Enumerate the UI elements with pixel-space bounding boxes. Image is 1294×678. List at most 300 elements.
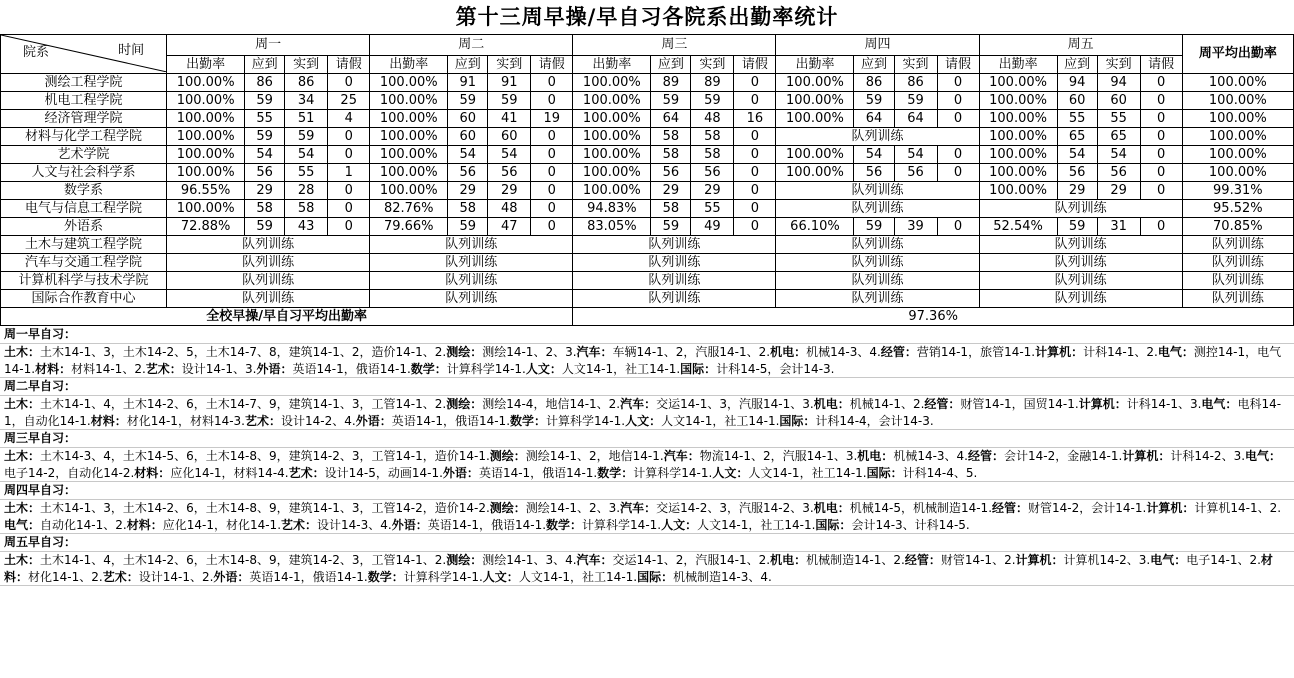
column-header: 出勤率 [573, 56, 651, 74]
class-list: 设计14-5，动画14-1. [324, 465, 443, 480]
training-cell: 队列训练 [979, 290, 1182, 308]
attendance-rate: 100.00% [167, 164, 245, 182]
dept-abbrev: 经管： [924, 397, 961, 411]
expected-count: 86 [854, 74, 894, 92]
leave-count: 0 [328, 182, 370, 200]
table-row [1, 146, 1294, 164]
class-list: 计科14-1、2. [1083, 345, 1158, 359]
expected-count: 94 [1057, 74, 1097, 92]
class-list: 会计14-2，金融14-1. [1004, 449, 1123, 463]
class-list: 应化14-1，材化14-1. [162, 517, 282, 532]
attendance-rate: 100.00% [370, 110, 448, 128]
leave-count: 0 [734, 164, 776, 182]
dept-abbrev: 人文： [712, 465, 749, 480]
column-header: 应到 [1057, 56, 1097, 74]
dept-name: 电气与信息工程学院 [1, 200, 167, 218]
class-list: 机械14-3、4. [806, 345, 881, 359]
leave-count: 0 [328, 200, 370, 218]
class-list: 土木14-1、4，土木14-2、6，土木14-7、9，建筑14-1、3，工管14-1、2. [40, 397, 447, 411]
expected-count: 59 [651, 218, 691, 236]
attendance-rate: 100.00% [167, 146, 245, 164]
class-list: 机械制造14-3、4. [673, 569, 772, 584]
training-cell: 队列训练 [573, 254, 776, 272]
actual-count: 60 [1097, 92, 1140, 110]
attendance-rate: 100.00% [573, 128, 651, 146]
note-body [0, 344, 1294, 378]
dept-abbrev: 外语： [213, 569, 250, 584]
expected-count: 29 [245, 182, 285, 200]
table-body [1, 74, 1294, 326]
attendance-rate: 100.00% [370, 146, 448, 164]
dept-abbrev: 测绘： [446, 553, 483, 567]
expected-count: 58 [448, 200, 488, 218]
dept-abbrev: 经管： [992, 501, 1029, 515]
training-cell: 队列训练 [167, 236, 370, 254]
actual-count: 31 [1097, 218, 1140, 236]
dept-abbrev: 国际： [779, 413, 816, 428]
expected-count: 56 [651, 164, 691, 182]
class-list: 交运14-1、2，汽服14-1、2. [612, 553, 771, 567]
weekly-average: 100.00% [1182, 146, 1293, 164]
leave-count: 19 [531, 110, 573, 128]
attendance-rate: 100.00% [573, 92, 651, 110]
expected-count: 29 [1057, 182, 1097, 200]
training-cell: 队列训练 [573, 290, 776, 308]
attendance-rate: 100.00% [370, 164, 448, 182]
leave-count: 0 [937, 110, 979, 128]
expected-count: 29 [651, 182, 691, 200]
dept-name: 土木与建筑工程学院 [1, 236, 167, 254]
table-row [1, 200, 1294, 218]
class-list: 英语14-1，俄语14-1. [427, 517, 547, 532]
column-header: 应到 [854, 56, 894, 74]
leave-count: 0 [531, 128, 573, 146]
expected-count: 64 [854, 110, 894, 128]
actual-count: 56 [894, 164, 937, 182]
expected-count: 58 [651, 200, 691, 218]
leave-count: 0 [1140, 128, 1182, 146]
dept-abbrev: 人文： [482, 569, 519, 584]
expected-count: 59 [245, 128, 285, 146]
expected-count: 59 [651, 92, 691, 110]
leave-count: 0 [734, 74, 776, 92]
dept-abbrev: 外语： [442, 465, 479, 480]
leave-count: 0 [734, 128, 776, 146]
attendance-rate: 100.00% [167, 128, 245, 146]
dept-abbrev: 土木： [4, 397, 41, 411]
leave-count: 0 [1140, 182, 1182, 200]
dept-name: 机电工程学院 [1, 92, 167, 110]
table-row [1, 272, 1294, 290]
actual-count: 59 [285, 128, 328, 146]
actual-count: 29 [488, 182, 531, 200]
training-cell: 队列训练 [167, 272, 370, 290]
table-row [1, 254, 1294, 272]
class-list: 机械14-1、2. [849, 397, 925, 411]
class-list: 设计14-2、4. [281, 413, 356, 428]
dept-abbrev: 测绘： [489, 501, 526, 515]
actual-count: 86 [285, 74, 328, 92]
actual-count: 56 [1097, 164, 1140, 182]
attendance-rate: 100.00% [979, 110, 1057, 128]
column-header: 实到 [894, 56, 937, 74]
weekly-average: 队列训练 [1182, 236, 1293, 254]
summary-row [1, 308, 1294, 326]
dept-abbrev: 土木： [4, 501, 41, 515]
table-row [1, 218, 1294, 236]
dept-abbrev: 电气： [1245, 449, 1282, 463]
class-list: 计科14-4、5. [902, 465, 978, 480]
actual-count: 91 [488, 74, 531, 92]
actual-count: 48 [691, 110, 734, 128]
weekly-average: 队列训练 [1182, 272, 1293, 290]
note-body [0, 552, 1294, 586]
dept-abbrev: 艺术： [102, 569, 139, 584]
dept-abbrev: 计算机： [1015, 553, 1064, 567]
class-list: 英语14-1，俄语14-1. [292, 361, 411, 376]
dept-name: 数学系 [1, 182, 167, 200]
expected-count: 56 [448, 164, 488, 182]
expected-count: 54 [448, 146, 488, 164]
dept-abbrev: 计算机： [1122, 449, 1171, 463]
attendance-rate: 100.00% [979, 182, 1057, 200]
expected-count: 60 [448, 110, 488, 128]
training-cell: 队列训练 [370, 272, 573, 290]
note-body [0, 448, 1294, 482]
expected-count: 65 [1057, 128, 1097, 146]
class-list: 计算科学14-1. [403, 569, 483, 584]
actual-count: 60 [488, 128, 531, 146]
class-list: 计科14-1、3. [1126, 397, 1202, 411]
column-header: 实到 [488, 56, 531, 74]
dept-abbrev: 土木： [4, 553, 41, 567]
leave-count: 0 [937, 92, 979, 110]
dept-abbrev: 国际： [866, 465, 903, 480]
training-cell: 队列训练 [167, 290, 370, 308]
actual-count: 54 [488, 146, 531, 164]
attendance-rate: 100.00% [573, 74, 651, 92]
dept-abbrev: 人文： [625, 413, 662, 428]
class-list: 人文14-1，社工14-1. [748, 465, 867, 480]
attendance-rate: 100.00% [573, 164, 651, 182]
dept-name: 国际合作教育中心 [1, 290, 167, 308]
class-list: 材化14-1，材料14-3. [126, 413, 245, 428]
actual-count: 41 [488, 110, 531, 128]
attendance-rate: 100.00% [370, 92, 448, 110]
training-cell: 队列训练 [776, 272, 979, 290]
expected-count: 91 [448, 74, 488, 92]
class-list: 人文14-1，社工14-1. [561, 361, 681, 376]
actual-count: 64 [894, 110, 937, 128]
dept-abbrev: 计算机： [1078, 397, 1127, 411]
actual-count: 59 [894, 92, 937, 110]
dept-abbrev: 经管： [880, 345, 917, 359]
leave-count: 0 [531, 146, 573, 164]
attendance-rate: 100.00% [776, 74, 854, 92]
actual-count: 56 [488, 164, 531, 182]
class-list: 测绘14-1、2、3. [482, 345, 577, 359]
class-list: 测绘14-4，地信14-1、2. [482, 397, 621, 411]
attendance-rate: 100.00% [573, 146, 651, 164]
dept-abbrev: 土木： [4, 345, 41, 359]
attendance-rate: 100.00% [167, 92, 245, 110]
class-list: 设计14-1、3. [181, 361, 257, 376]
expected-count: 59 [448, 92, 488, 110]
actual-count: 55 [691, 200, 734, 218]
dept-abbrev: 电气： [1150, 553, 1187, 567]
actual-count: 51 [285, 110, 328, 128]
expected-count: 58 [245, 200, 285, 218]
class-list: 计算科学14-1. [546, 413, 626, 428]
leave-count: 0 [734, 200, 776, 218]
attendance-rate: 100.00% [776, 92, 854, 110]
leave-count: 0 [328, 74, 370, 92]
class-list: 测绘14-1、3、4. [482, 553, 577, 567]
attendance-rate: 83.05% [573, 218, 651, 236]
attendance-rate: 72.88% [167, 218, 245, 236]
class-list: 测绘14-1、2，地信14-1. [525, 449, 664, 463]
class-list: 计算科学14-1. [633, 465, 713, 480]
dept-name: 艺术学院 [1, 146, 167, 164]
attendance-rate: 100.00% [370, 74, 448, 92]
note-heading: 周二早自习： [0, 378, 1294, 396]
dept-abbrev: 汽车： [576, 553, 613, 567]
class-list: 材化14-1、2. [28, 569, 103, 584]
dept-abbrev: 电气： [4, 517, 41, 532]
class-list: 测控14-1，电气14-1. [4, 345, 1282, 376]
attendance-rate: 100.00% [167, 200, 245, 218]
training-cell: 队列训练 [776, 254, 979, 272]
leave-count: 0 [1140, 218, 1182, 236]
dept-abbrev: 机电： [770, 553, 807, 567]
class-list: 会计14-3、计科14-5. [851, 517, 970, 532]
note-heading: 周三早自习： [0, 430, 1294, 448]
actual-count: 39 [894, 218, 937, 236]
expected-count: 56 [854, 164, 894, 182]
weekly-average: 99.31% [1182, 182, 1293, 200]
attendance-rate: 100.00% [979, 164, 1057, 182]
page-title: 第十三周早操/早自习各院系出勤率统计 [455, 4, 839, 29]
dept-abbrev: 电气： [1157, 345, 1194, 359]
dept-name: 计算机科学与技术学院 [1, 272, 167, 290]
dept-abbrev: 机电： [813, 501, 850, 515]
attendance-rate: 100.00% [573, 110, 651, 128]
leave-count: 0 [1140, 74, 1182, 92]
attendance-rate: 52.54% [979, 218, 1057, 236]
attendance-rate: 66.10% [776, 218, 854, 236]
expected-count: 29 [448, 182, 488, 200]
dept-abbrev: 经管： [904, 553, 941, 567]
dept-abbrev: 测绘： [446, 397, 483, 411]
attendance-rate: 100.00% [979, 128, 1057, 146]
dept-abbrev: 人文： [661, 517, 698, 532]
dept-name: 测绘工程学院 [1, 74, 167, 92]
class-list: 机械制造14-1、2. [806, 553, 905, 567]
expected-count: 54 [1057, 146, 1097, 164]
training-cell: 队列训练 [776, 290, 979, 308]
leave-count: 0 [531, 164, 573, 182]
dept-abbrev: 汽车： [663, 449, 700, 463]
actual-count: 29 [691, 182, 734, 200]
column-header: 实到 [285, 56, 328, 74]
class-list: 英语14-1，俄语14-1. [478, 465, 598, 480]
training-cell: 队列训练 [573, 272, 776, 290]
attendance-rate: 82.76% [370, 200, 448, 218]
column-header: 请假 [531, 56, 573, 74]
self-study-notes [0, 326, 1294, 586]
class-list: 计算科学14-1. [582, 517, 662, 532]
training-cell: 队列训练 [370, 254, 573, 272]
expected-count: 56 [1057, 164, 1097, 182]
weekly-average: 队列训练 [1182, 254, 1293, 272]
actual-count: 65 [1097, 128, 1140, 146]
note-heading: 周四早自习： [0, 482, 1294, 500]
dept-abbrev: 计算机： [1146, 501, 1195, 515]
dept-abbrev: 数学： [510, 413, 547, 428]
attendance-rate: 79.66% [370, 218, 448, 236]
class-list: 材料14-1、2. [71, 361, 146, 376]
actual-count: 43 [285, 218, 328, 236]
actual-count: 56 [691, 164, 734, 182]
attendance-table [0, 34, 1294, 326]
class-list: 应化14-1，材料14-4. [170, 465, 289, 480]
dept-abbrev: 数学： [597, 465, 634, 480]
dept-abbrev: 数学： [367, 569, 404, 584]
expected-count: 59 [245, 218, 285, 236]
attendance-rate: 100.00% [979, 74, 1057, 92]
dept-abbrev: 材料： [134, 465, 171, 480]
expected-count: 58 [651, 146, 691, 164]
weekly-average: 100.00% [1182, 164, 1293, 182]
table-row [1, 182, 1294, 200]
summary-label: 全校早操/早自习平均出勤率 [1, 308, 573, 326]
dept-abbrev: 汽车： [620, 397, 657, 411]
attendance-rate: 100.00% [167, 74, 245, 92]
class-list: 设计14-1、2. [138, 569, 214, 584]
actual-count: 58 [285, 200, 328, 218]
class-list: 交运14-1、3，汽服14-1、3. [656, 397, 814, 411]
dept-abbrev: 艺术： [288, 465, 325, 480]
leave-count: 0 [734, 92, 776, 110]
class-list: 车辆14-1、2，汽服14-1、2. [612, 345, 771, 359]
dept-abbrev: 计算机： [1035, 345, 1084, 359]
leave-count: 25 [328, 92, 370, 110]
class-list: 土木14-3、4，土木14-5、6，土木14-8、9，建筑14-2、3，工管14-1，造价14-1. [40, 449, 490, 463]
dept-abbrev: 汽车： [620, 501, 657, 515]
leave-count: 0 [531, 200, 573, 218]
leave-count: 0 [1140, 110, 1182, 128]
dept-abbrev: 材料： [126, 517, 163, 532]
column-header: 应到 [651, 56, 691, 74]
class-list: 英语14-1，俄语14-1. [391, 413, 511, 428]
weekly-average-header: 周平均出勤率 [1182, 35, 1293, 74]
class-list: 设计14-3、4. [317, 517, 392, 532]
column-header: 出勤率 [370, 56, 448, 74]
dept-abbrev: 材料： [35, 361, 72, 376]
dept-abbrev: 机电： [770, 345, 807, 359]
class-list: 土木14-1、3，土木14-2、6，土木14-8、9，建筑14-1、3，工管14-2，造价14-2. [40, 501, 490, 515]
column-header: 应到 [245, 56, 285, 74]
training-cell: 队列训练 [979, 200, 1182, 218]
table-row [1, 74, 1294, 92]
training-cell: 队列训练 [776, 200, 979, 218]
expected-count: 56 [245, 164, 285, 182]
dept-abbrev: 外语： [391, 517, 428, 532]
column-header: 实到 [1097, 56, 1140, 74]
day-header: 周二 [370, 35, 573, 56]
dept-abbrev: 国际： [637, 569, 674, 584]
expected-count: 55 [1057, 110, 1097, 128]
class-list: 交运14-2、3，汽服14-2、3. [656, 501, 814, 515]
time-header-label: 时间 [118, 43, 145, 58]
actual-count: 28 [285, 182, 328, 200]
weekly-average: 95.52% [1182, 200, 1293, 218]
leave-count: 0 [734, 182, 776, 200]
dept-abbrev: 机电： [813, 397, 850, 411]
training-cell: 队列训练 [370, 290, 573, 308]
leave-count: 0 [328, 218, 370, 236]
actual-count: 54 [894, 146, 937, 164]
class-list: 土木14-1、4，土木14-2、6，土木14-8、9，建筑14-2、3，工管14-1、2. [40, 553, 447, 567]
table-row [1, 92, 1294, 110]
day-header: 周五 [979, 35, 1182, 56]
expected-count: 59 [854, 218, 894, 236]
expected-count: 59 [448, 218, 488, 236]
dept-abbrev: 材料： [4, 553, 1273, 584]
actual-count: 86 [894, 74, 937, 92]
actual-count: 59 [488, 92, 531, 110]
expected-count: 59 [854, 92, 894, 110]
expected-count: 89 [651, 74, 691, 92]
dept-abbrev: 国际： [815, 517, 852, 532]
dept-abbrev: 艺术： [281, 517, 318, 532]
column-header: 请假 [1140, 56, 1182, 74]
leave-count: 0 [937, 74, 979, 92]
actual-count: 47 [488, 218, 531, 236]
dept-abbrev: 经管： [968, 449, 1005, 463]
attendance-rate: 100.00% [776, 110, 854, 128]
column-header: 请假 [734, 56, 776, 74]
dept-abbrev: 测绘： [489, 449, 526, 463]
attendance-rate: 100.00% [370, 128, 448, 146]
attendance-rate: 100.00% [776, 164, 854, 182]
dept-name: 外语系 [1, 218, 167, 236]
leave-count: 0 [937, 146, 979, 164]
leave-count: 0 [531, 218, 573, 236]
column-header: 应到 [448, 56, 488, 74]
header-row-columns [1, 56, 1294, 74]
dept-abbrev: 人文： [525, 361, 562, 376]
note-body [0, 500, 1294, 534]
actual-count: 54 [285, 146, 328, 164]
attendance-rate: 100.00% [370, 182, 448, 200]
leave-count: 0 [734, 146, 776, 164]
training-cell: 队列训练 [167, 254, 370, 272]
corner-header [1, 35, 167, 74]
class-list: 财管14-1，国贸14-1. [960, 397, 1079, 411]
class-list: 电子14-1、2. [1186, 553, 1261, 567]
class-list: 英语14-1，俄语14-1. [249, 569, 368, 584]
expected-count: 60 [448, 128, 488, 146]
attendance-rate: 100.00% [573, 182, 651, 200]
class-list: 计算机14-2、3. [1063, 553, 1151, 567]
actual-count: 48 [488, 200, 531, 218]
column-header: 实到 [691, 56, 734, 74]
actual-count: 55 [285, 164, 328, 182]
class-list: 自动化14-1、2. [40, 517, 127, 532]
dept-abbrev: 材料： [90, 413, 127, 428]
class-list: 计科14-5，会计14-3. [716, 361, 835, 376]
